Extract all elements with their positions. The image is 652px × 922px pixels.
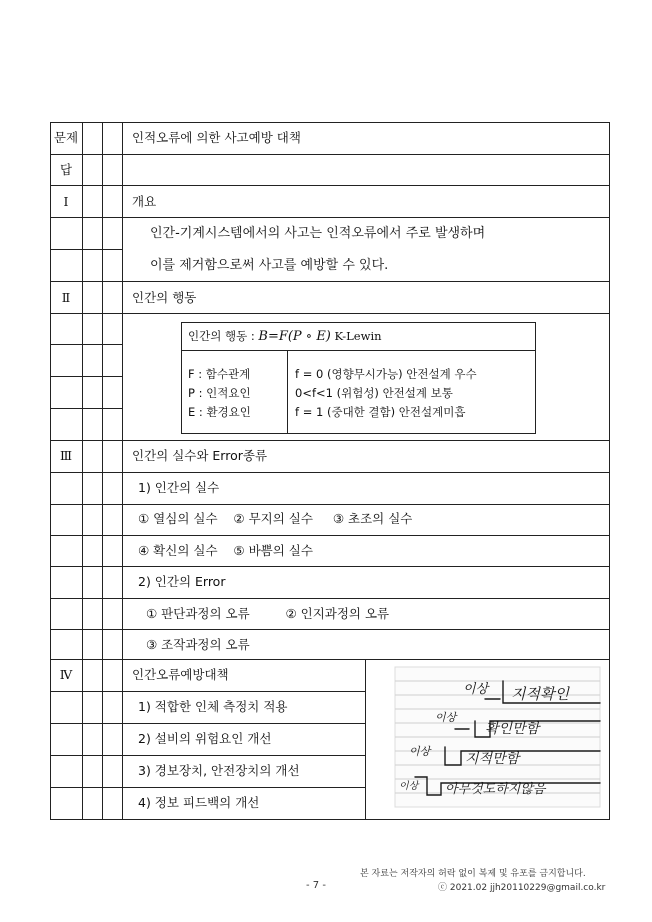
handwritten-text: 확인만함 (485, 721, 540, 737)
error-item: ④ 확신의 실수 ⑤ 바쁨의 실수 (138, 543, 313, 558)
copyright-notice: 본 자료는 저작자의 허락 없이 복제 및 유포를 금지합니다. (360, 869, 586, 879)
formula-variable: E : 환경요인 (188, 405, 251, 419)
formula-divider (287, 350, 288, 433)
formula-condition: f = 1 (중대한 결함) 안전설계미흡 (295, 405, 466, 419)
page-number: - 7 - (306, 880, 326, 891)
col-line-2 (102, 122, 103, 820)
handwritten-diagram-image (365, 659, 608, 819)
row-line (50, 691, 365, 692)
error-item: 2) 인간의 Error (138, 574, 226, 589)
prevention-item: 2) 설비의 위험요인 개선 (138, 731, 272, 746)
handwritten-text: 이상 (463, 682, 489, 697)
row-line (50, 535, 610, 536)
col-line-3 (122, 122, 123, 820)
row-line (50, 249, 122, 250)
handwritten-text: 아무것도하지않음 (445, 782, 546, 797)
row-line (50, 723, 365, 724)
handwritten-text: 이상 (399, 781, 419, 792)
error-item: ③ 조작과정의 오류 (146, 637, 250, 652)
handwritten-text: 이상 (435, 711, 457, 724)
error-item: 1) 인간의 실수 (138, 480, 220, 495)
section-title: 인간의 실수와 Error종류 (132, 448, 268, 463)
answer-label: 답 (59, 162, 73, 177)
prevention-item: 1) 적합한 인체 측정치 적용 (138, 699, 288, 714)
formula-label: 인간의 행동 : (188, 329, 255, 343)
answer-sheet-table (50, 122, 610, 820)
prevention-item: 4) 정보 피드백의 개선 (138, 795, 260, 810)
handwritten-text: 이상 (409, 745, 431, 758)
question-title: 인적오류에 의한 사고예방 대책 (132, 130, 301, 145)
row-line (50, 376, 122, 377)
section-title: 개요 (132, 194, 157, 209)
row-line (50, 629, 610, 630)
row-line (50, 598, 610, 599)
section-number: Ⅱ (61, 290, 71, 305)
section-number: Ⅳ (59, 667, 73, 682)
section-number: Ⅲ (59, 448, 73, 463)
row-line (50, 313, 610, 314)
row-line (50, 787, 365, 788)
col-line-1 (82, 122, 83, 820)
section-number: Ⅰ (63, 194, 69, 209)
formula-line (188, 329, 382, 344)
overview-line: 이를 제거함으로써 사고를 예방할 수 있다. (150, 258, 389, 273)
lewin-formula-box (181, 322, 536, 434)
row-line (50, 281, 610, 282)
formula-variable: P : 인적요인 (188, 386, 251, 400)
row-line (50, 566, 610, 567)
formula-condition: f = 0 (영향무시가능) 안전설계 우수 (295, 367, 477, 381)
row-line (50, 217, 610, 218)
formula-variable: F : 함수관계 (188, 367, 251, 381)
prevention-item: 3) 경보장치, 안전장치의 개선 (138, 763, 300, 778)
copyright-line: ⓒ 2021.02 jjh20110229@gmail.co.kr (438, 883, 606, 893)
formula-condition: 0<f<1 (위험성) 안전설계 보통 (295, 386, 453, 400)
header-label: 문제 (53, 130, 79, 145)
formula-author: K-Lewin (334, 329, 382, 343)
handwritten-text: 지적만함 (465, 751, 520, 767)
row-line (50, 185, 610, 186)
row-line (50, 408, 122, 409)
row-line (50, 755, 365, 756)
overview-line: 인간-기계시스템에서의 사고는 인적오류에서 주로 발생하며 (150, 226, 486, 241)
row-line (50, 472, 610, 473)
row-line (50, 344, 122, 345)
row-line (50, 504, 610, 505)
row-line (50, 154, 610, 155)
row-line (50, 440, 610, 441)
section-title: 인간의 행동 (132, 290, 197, 305)
section-title: 인간오류예방대책 (132, 667, 229, 682)
formula: B=F(P ∘ E) (258, 329, 331, 344)
handwritten-text: 지적확인 (511, 685, 569, 703)
error-item: ① 판단과정의 오류 ② 인지과정의 오류 (146, 606, 390, 621)
error-item: ① 열심의 실수 ② 무지의 실수 ③ 초조의 실수 (138, 511, 413, 526)
formula-divider (182, 350, 535, 351)
